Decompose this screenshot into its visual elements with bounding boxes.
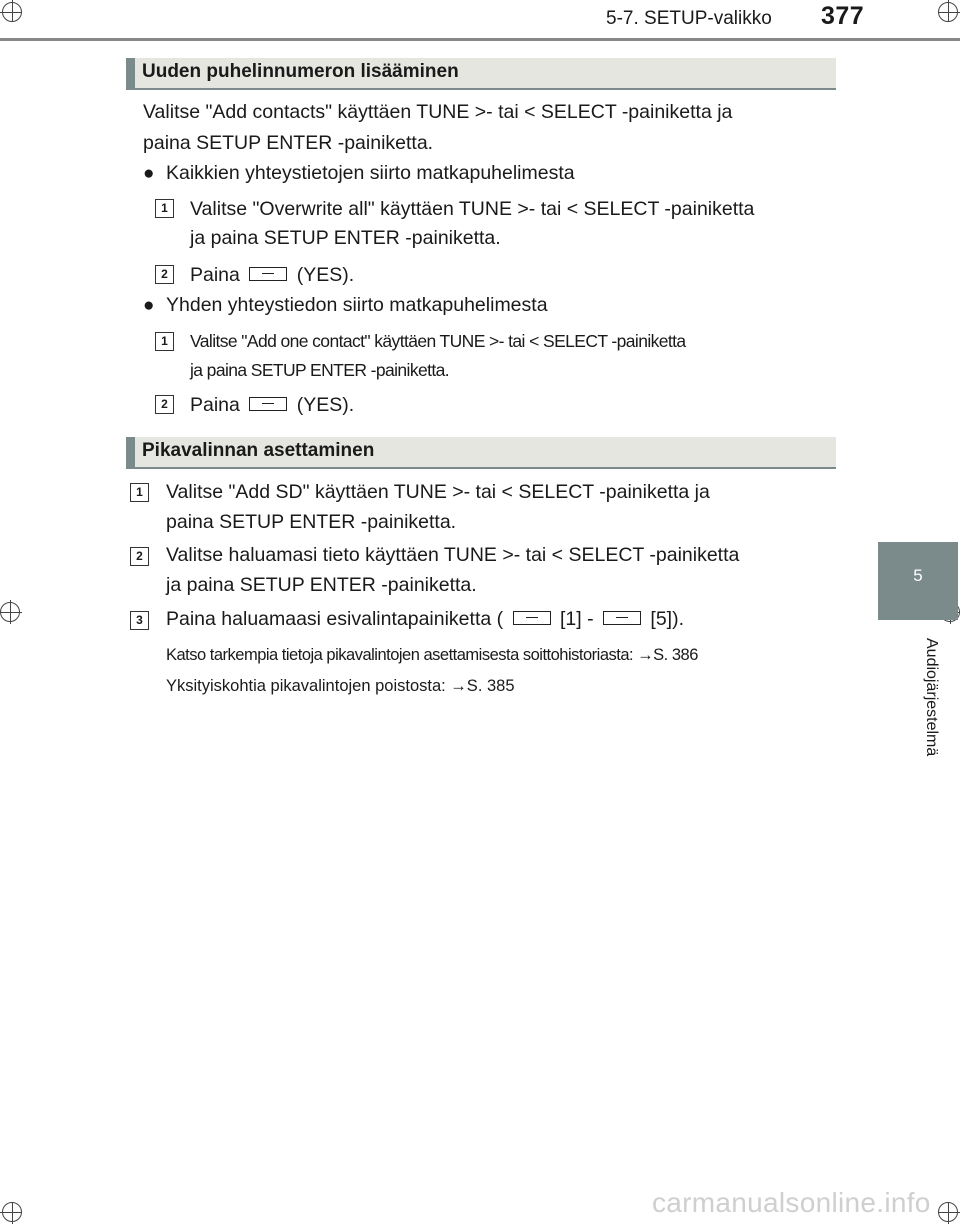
reference-note: Yksityiskohtia pikavalintojen poistosta: →S. 385 (166, 677, 515, 695)
intro-line: Valitse "Add contacts" käyttäen TUNE >- tai < SELECT -painiketta ja (143, 101, 733, 123)
preset-button-icon (513, 611, 551, 625)
step-prefix: Paina (190, 264, 240, 286)
crop-mark-circle (2, 2, 22, 22)
crop-mark-circle (0, 602, 20, 622)
step-suffix: (YES). (296, 264, 355, 286)
heading-accent-bar (126, 437, 135, 467)
step-text: ja paina SETUP ENTER -painiketta. (190, 360, 450, 380)
section-heading-speed-dial (126, 437, 836, 469)
step-prefix: Paina (190, 394, 240, 416)
step-text (190, 390, 354, 421)
heading-text: Uuden puhelinnumeron lisääminen (142, 61, 459, 82)
section-title: 5-7. SETUP-valikko (606, 8, 772, 29)
step-text (190, 260, 354, 291)
bullet-text: Yhden yhteystiedon siirto matkapuhelimesta (166, 294, 548, 316)
step-number-badge: 1 (130, 483, 149, 502)
header-rule (0, 38, 960, 41)
preset-button-icon (603, 611, 641, 625)
watermark: carmanualsonline.info (652, 1187, 931, 1218)
crop-mark-circle (938, 2, 958, 22)
step-suffix: [5]). (650, 608, 684, 630)
step-text: Valitse "Add SD" käyttäen TUNE >- tai < SELECT -painiketta ja (166, 481, 710, 503)
chapter-label: Audiojärjestelmä (923, 638, 940, 757)
step-text: Valitse haluamasi tieto käyttäen TUNE >- tai < SELECT -painiketta (166, 544, 740, 566)
section-heading-add-number (126, 58, 836, 90)
step-number-badge: 2 (130, 547, 149, 566)
bullet-text: Kaikkien yhteystietojen siirto matkapuhelimesta (166, 162, 575, 184)
preset-button-icon (249, 267, 287, 281)
preset-button-icon (249, 397, 287, 411)
heading-text: Pikavalinnan asettaminen (142, 440, 375, 461)
chapter-number: 5 (913, 566, 923, 585)
step-number-badge: 2 (155, 265, 174, 284)
crop-mark-circle (2, 1202, 22, 1222)
crop-mark-circle (938, 1202, 958, 1222)
step-number-badge: 1 (155, 199, 174, 218)
black-circle-bullet-icon: ● (143, 295, 155, 316)
step-number-badge: 2 (155, 395, 174, 414)
reference-note: Katso tarkempia tietoja pikavalintojen asettamisesta soittohistoriasta: →S. 386 (166, 646, 698, 664)
step-text: Valitse "Overwrite all" käyttäen TUNE >- tai < SELECT -painiketta (190, 198, 755, 220)
step-text (166, 604, 684, 635)
step-suffix: (YES). (296, 394, 355, 416)
step-number-badge: 3 (130, 611, 149, 630)
intro-line: paina SETUP ENTER -painiketta. (143, 132, 434, 154)
step-prefix: Paina haluamaasi esivalintapainiketta ( (166, 608, 504, 630)
step-text: ja paina SETUP ENTER -painiketta. (190, 227, 501, 249)
step-mid: [1] - (559, 608, 594, 630)
heading-accent-bar (126, 58, 135, 88)
black-circle-bullet-icon: ● (143, 163, 155, 184)
page-number: 377 (821, 2, 865, 30)
step-number-badge: 1 (155, 332, 174, 351)
step-text: Valitse "Add one contact" käyttäen TUNE >- tai < SELECT -painiketta (190, 331, 686, 351)
step-text: paina SETUP ENTER -painiketta. (166, 511, 457, 533)
step-text: ja paina SETUP ENTER -painiketta. (166, 574, 477, 596)
